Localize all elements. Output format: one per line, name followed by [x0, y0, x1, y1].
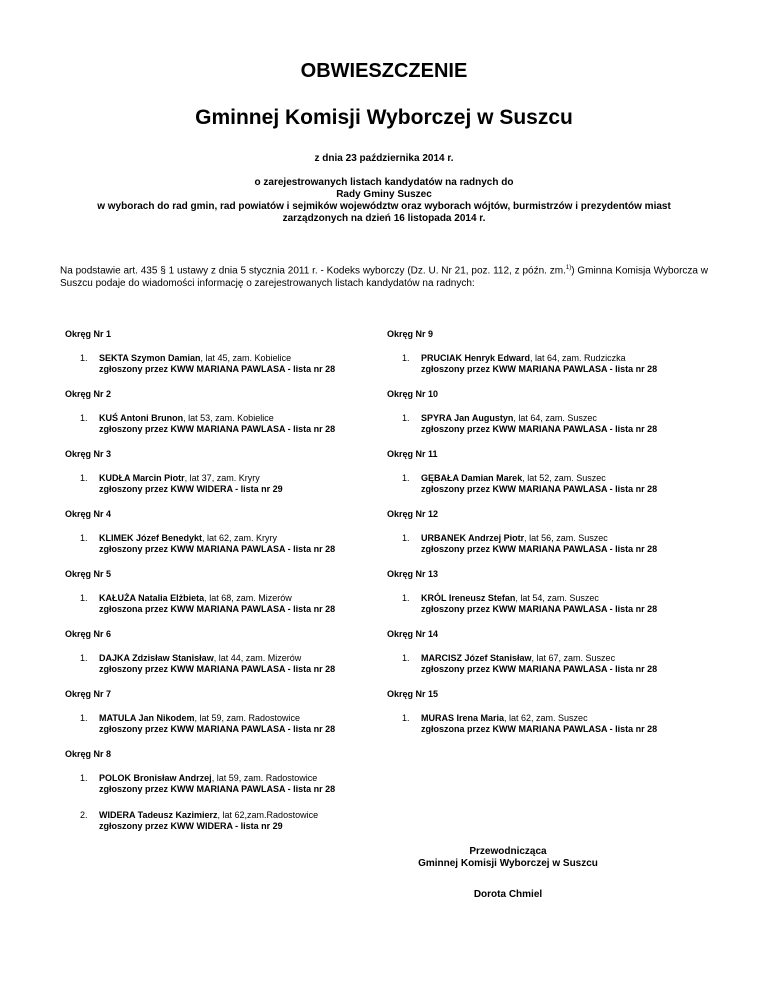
candidate-name: KLIMEK Józef Benedykt: [99, 533, 203, 543]
district-block: [387, 689, 717, 735]
candidate-details: , lat 67, zam. Suszec: [531, 653, 616, 663]
candidate-line: [99, 810, 395, 821]
candidate-entry: [65, 413, 395, 435]
document-title: OBWIESZCZENIE: [300, 60, 468, 82]
candidate-line: [421, 353, 717, 364]
district-title: Okręg Nr 3: [65, 449, 112, 459]
candidate-details: , lat 68, zam. Mizerów: [204, 593, 292, 603]
signature-role: Przewodnicząca: [469, 846, 547, 857]
district-block: [65, 569, 395, 615]
candidate-number: 1.: [402, 593, 410, 603]
district-title: Okręg Nr 12: [387, 509, 439, 519]
candidate-number: 1.: [80, 653, 88, 663]
district-block: [65, 689, 395, 735]
intro-text-before: Na podstawie art. 435 § 1 ustawy z dnia 5 stycznia 2011 r. - Kodeks wyborczy (Dz. U. Nr 21, poz. 112, z późn. zm.: [60, 265, 566, 277]
candidate-details: , lat 52, zam. Suszec: [522, 473, 606, 483]
intro-paragraph: [60, 262, 708, 290]
about-line: o zarejestrowanych listach kandydatów na radnych do: [254, 177, 514, 188]
candidate-name: DAJKA Zdzisław Stanisław: [99, 653, 214, 663]
candidate-name: WIDERA Tadeusz Kazimierz: [99, 810, 218, 820]
candidate-number: 1.: [402, 473, 410, 483]
candidate-details: , lat 62, zam. Kryry: [202, 533, 278, 543]
district-block: [65, 389, 395, 435]
about-line: w wyborach do rad gmin, rad powiatów i sejmików województw oraz wyborach wójtów, burmistrzów i prezydentów miast: [97, 201, 671, 212]
candidate-entry: [65, 593, 395, 615]
candidate-number: 1.: [402, 533, 410, 543]
about-line: zarządzonych na dzień 16 listopada 2014 r.: [282, 213, 486, 224]
candidate-number: 1.: [80, 713, 88, 723]
candidate-line: [99, 713, 395, 724]
candidate-entry: [387, 353, 717, 375]
candidate-line: [421, 413, 717, 424]
candidate-details: , lat 37, zam. Kryry: [184, 473, 260, 483]
document-subtitle: Gminnej Komisji Wyborczej w Suszcu: [195, 106, 573, 129]
districts-left-column: [65, 329, 395, 846]
candidate-details: , lat 64, zam. Suszec: [513, 413, 597, 423]
district-title: Okręg Nr 9: [387, 329, 434, 339]
district-block: [65, 629, 395, 675]
district-block: [387, 569, 717, 615]
district-title: Okręg Nr 14: [387, 629, 439, 639]
candidate-committee: zgłoszony przez KWW MARIANA PAWLASA - lista nr 28: [421, 424, 658, 434]
district-title: Okręg Nr 5: [65, 569, 112, 579]
candidate-entry: [65, 473, 395, 495]
district-title: Okręg Nr 1: [65, 329, 112, 339]
candidate-entry: [387, 413, 717, 435]
document-about: [0, 177, 768, 225]
candidate-name: POLOK Bronisław Andrzej: [99, 773, 212, 783]
candidate-name: MATULA Jan Nikodem: [99, 713, 195, 723]
candidate-line: [99, 653, 395, 664]
districts-right-column: [387, 329, 717, 749]
candidate-number: 1.: [402, 653, 410, 663]
candidate-committee: zgłoszony przez KWW MARIANA PAWLASA - lista nr 28: [99, 544, 336, 554]
candidate-line: [421, 653, 717, 664]
candidate-number: 1.: [80, 593, 88, 603]
district-block: [65, 749, 395, 832]
candidate-entry: [387, 533, 717, 555]
candidate-entry: [65, 533, 395, 555]
candidate-committee: zgłoszony przez KWW MARIANA PAWLASA - lista nr 28: [421, 364, 658, 374]
candidate-committee: zgłoszona przez KWW MARIANA PAWLASA - lista nr 28: [421, 724, 658, 734]
district-title: Okręg Nr 4: [65, 509, 112, 519]
district-block: [387, 329, 717, 375]
candidate-line: [421, 473, 717, 484]
candidate-details: , lat 62,zam.Radostowice: [217, 810, 319, 820]
district-title: Okręg Nr 10: [387, 389, 439, 399]
candidate-number: 1.: [402, 353, 410, 363]
candidate-line: [99, 773, 395, 784]
document-date: z dnia 23 października 2014 r.: [314, 153, 454, 164]
candidate-entry: [387, 593, 717, 615]
candidate-line: [99, 473, 395, 484]
candidate-committee: zgłoszony przez KWW MARIANA PAWLASA - lista nr 28: [421, 484, 658, 494]
district-block: [65, 449, 395, 495]
candidate-number: 2.: [80, 810, 88, 820]
candidate-entry: [65, 810, 395, 832]
candidate-number: 1.: [80, 353, 88, 363]
candidate-line: [99, 593, 395, 604]
candidate-line: [421, 593, 717, 604]
district-block: [387, 449, 717, 495]
candidate-entry: [65, 773, 395, 795]
candidate-details: , lat 64, zam. Rudziczka: [530, 353, 626, 363]
candidate-line: [99, 353, 395, 364]
candidate-name: MURAS Irena Maria: [421, 713, 505, 723]
candidate-number: 1.: [80, 473, 88, 483]
intro-text-after: ) Gminna Komisja Wyborcza w Suszcu podaje do wiadomości informację o zarejestrowanych listach kandydatów na radnych:: [60, 265, 708, 290]
candidate-committee: zgłoszony przez KWW MARIANA PAWLASA - lista nr 28: [421, 604, 658, 614]
candidate-name: KUDŁA Marcin Piotr: [99, 473, 185, 483]
candidate-name: URBANEK Andrzej Piotr: [421, 533, 525, 543]
candidate-details: , lat 59, zam. Radostowice: [194, 713, 301, 723]
candidate-entry: [65, 653, 395, 675]
candidate-number: 1.: [80, 413, 88, 423]
candidate-line: [99, 413, 395, 424]
candidate-entry: [65, 353, 395, 375]
candidate-details: , lat 56, zam. Suszec: [524, 533, 608, 543]
district-title: Okręg Nr 2: [65, 389, 112, 399]
candidate-number: 1.: [402, 713, 410, 723]
candidate-committee: zgłoszony przez KWW MARIANA PAWLASA - lista nr 28: [421, 544, 658, 554]
candidate-name: MARCISZ Józef Stanisław: [421, 653, 532, 663]
signature-name: Dorota Chmiel: [473, 889, 543, 900]
candidate-name: SPYRA Jan Augustyn: [421, 413, 514, 423]
candidate-committee: zgłoszony przez KWW WIDERA - lista nr 29: [99, 821, 283, 831]
about-line: Rady Gminy Suszec: [336, 189, 432, 200]
intro-footnote: 1): [565, 265, 572, 271]
candidate-details: , lat 44, zam. Mizerów: [213, 653, 302, 663]
candidate-name: SEKTA Szymon Damian: [99, 353, 201, 363]
candidate-entry: [387, 653, 717, 675]
district-title: Okręg Nr 6: [65, 629, 112, 639]
candidate-line: [421, 713, 717, 724]
candidate-details: , lat 59, zam. Radostowice: [211, 773, 318, 783]
candidate-details: , lat 54, zam. Suszec: [515, 593, 599, 603]
signature-block: [408, 846, 608, 901]
candidate-number: 1.: [80, 773, 88, 783]
district-title: Okręg Nr 13: [387, 569, 439, 579]
district-block: [65, 509, 395, 555]
candidate-committee: zgłoszony przez KWW MARIANA PAWLASA - lista nr 28: [99, 364, 336, 374]
district-block: [387, 509, 717, 555]
candidate-line: [99, 533, 395, 544]
candidate-committee: zgłoszony przez KWW MARIANA PAWLASA - lista nr 28: [99, 424, 336, 434]
district-title: Okręg Nr 8: [65, 749, 112, 759]
district-title: Okręg Nr 15: [387, 689, 439, 699]
candidate-committee: zgłoszony przez KWW MARIANA PAWLASA - lista nr 28: [99, 724, 336, 734]
candidate-committee: zgłoszony przez KWW MARIANA PAWLASA - lista nr 28: [421, 664, 658, 674]
candidate-name: GĘBAŁA Damian Marek: [421, 473, 523, 483]
candidate-committee: zgłoszony przez KWW MARIANA PAWLASA - lista nr 28: [99, 784, 336, 794]
candidate-name: KAŁUŻA Natalia Elżbieta: [99, 593, 205, 603]
candidate-number: 1.: [80, 533, 88, 543]
candidate-committee: zgłoszony przez KWW WIDERA - lista nr 29: [99, 484, 283, 494]
candidate-details: , lat 62, zam. Suszec: [504, 713, 588, 723]
candidate-entry: [387, 473, 717, 495]
candidate-number: 1.: [402, 413, 410, 423]
candidate-line: [421, 533, 717, 544]
candidate-name: PRUCIAK Henryk Edward: [421, 353, 531, 363]
candidate-name: KUŚ Antoni Brunon: [99, 413, 184, 423]
district-block: [387, 629, 717, 675]
candidate-name: KRÓL Ireneusz Stefan: [421, 593, 516, 603]
candidate-entry: [387, 713, 717, 735]
candidate-details: , lat 53, zam. Kobielice: [183, 413, 274, 423]
district-title: Okręg Nr 7: [65, 689, 112, 699]
signature-body: Gminnej Komisji Wyborczej w Suszcu: [418, 858, 598, 869]
candidate-committee: zgłoszona przez KWW MARIANA PAWLASA - lista nr 28: [99, 604, 336, 614]
district-title: Okręg Nr 11: [387, 449, 438, 459]
district-block: [65, 329, 395, 375]
district-block: [387, 389, 717, 435]
candidate-entry: [65, 713, 395, 735]
candidate-committee: zgłoszony przez KWW MARIANA PAWLASA - lista nr 28: [99, 664, 336, 674]
candidate-details: , lat 45, zam. Kobielice: [200, 353, 292, 363]
